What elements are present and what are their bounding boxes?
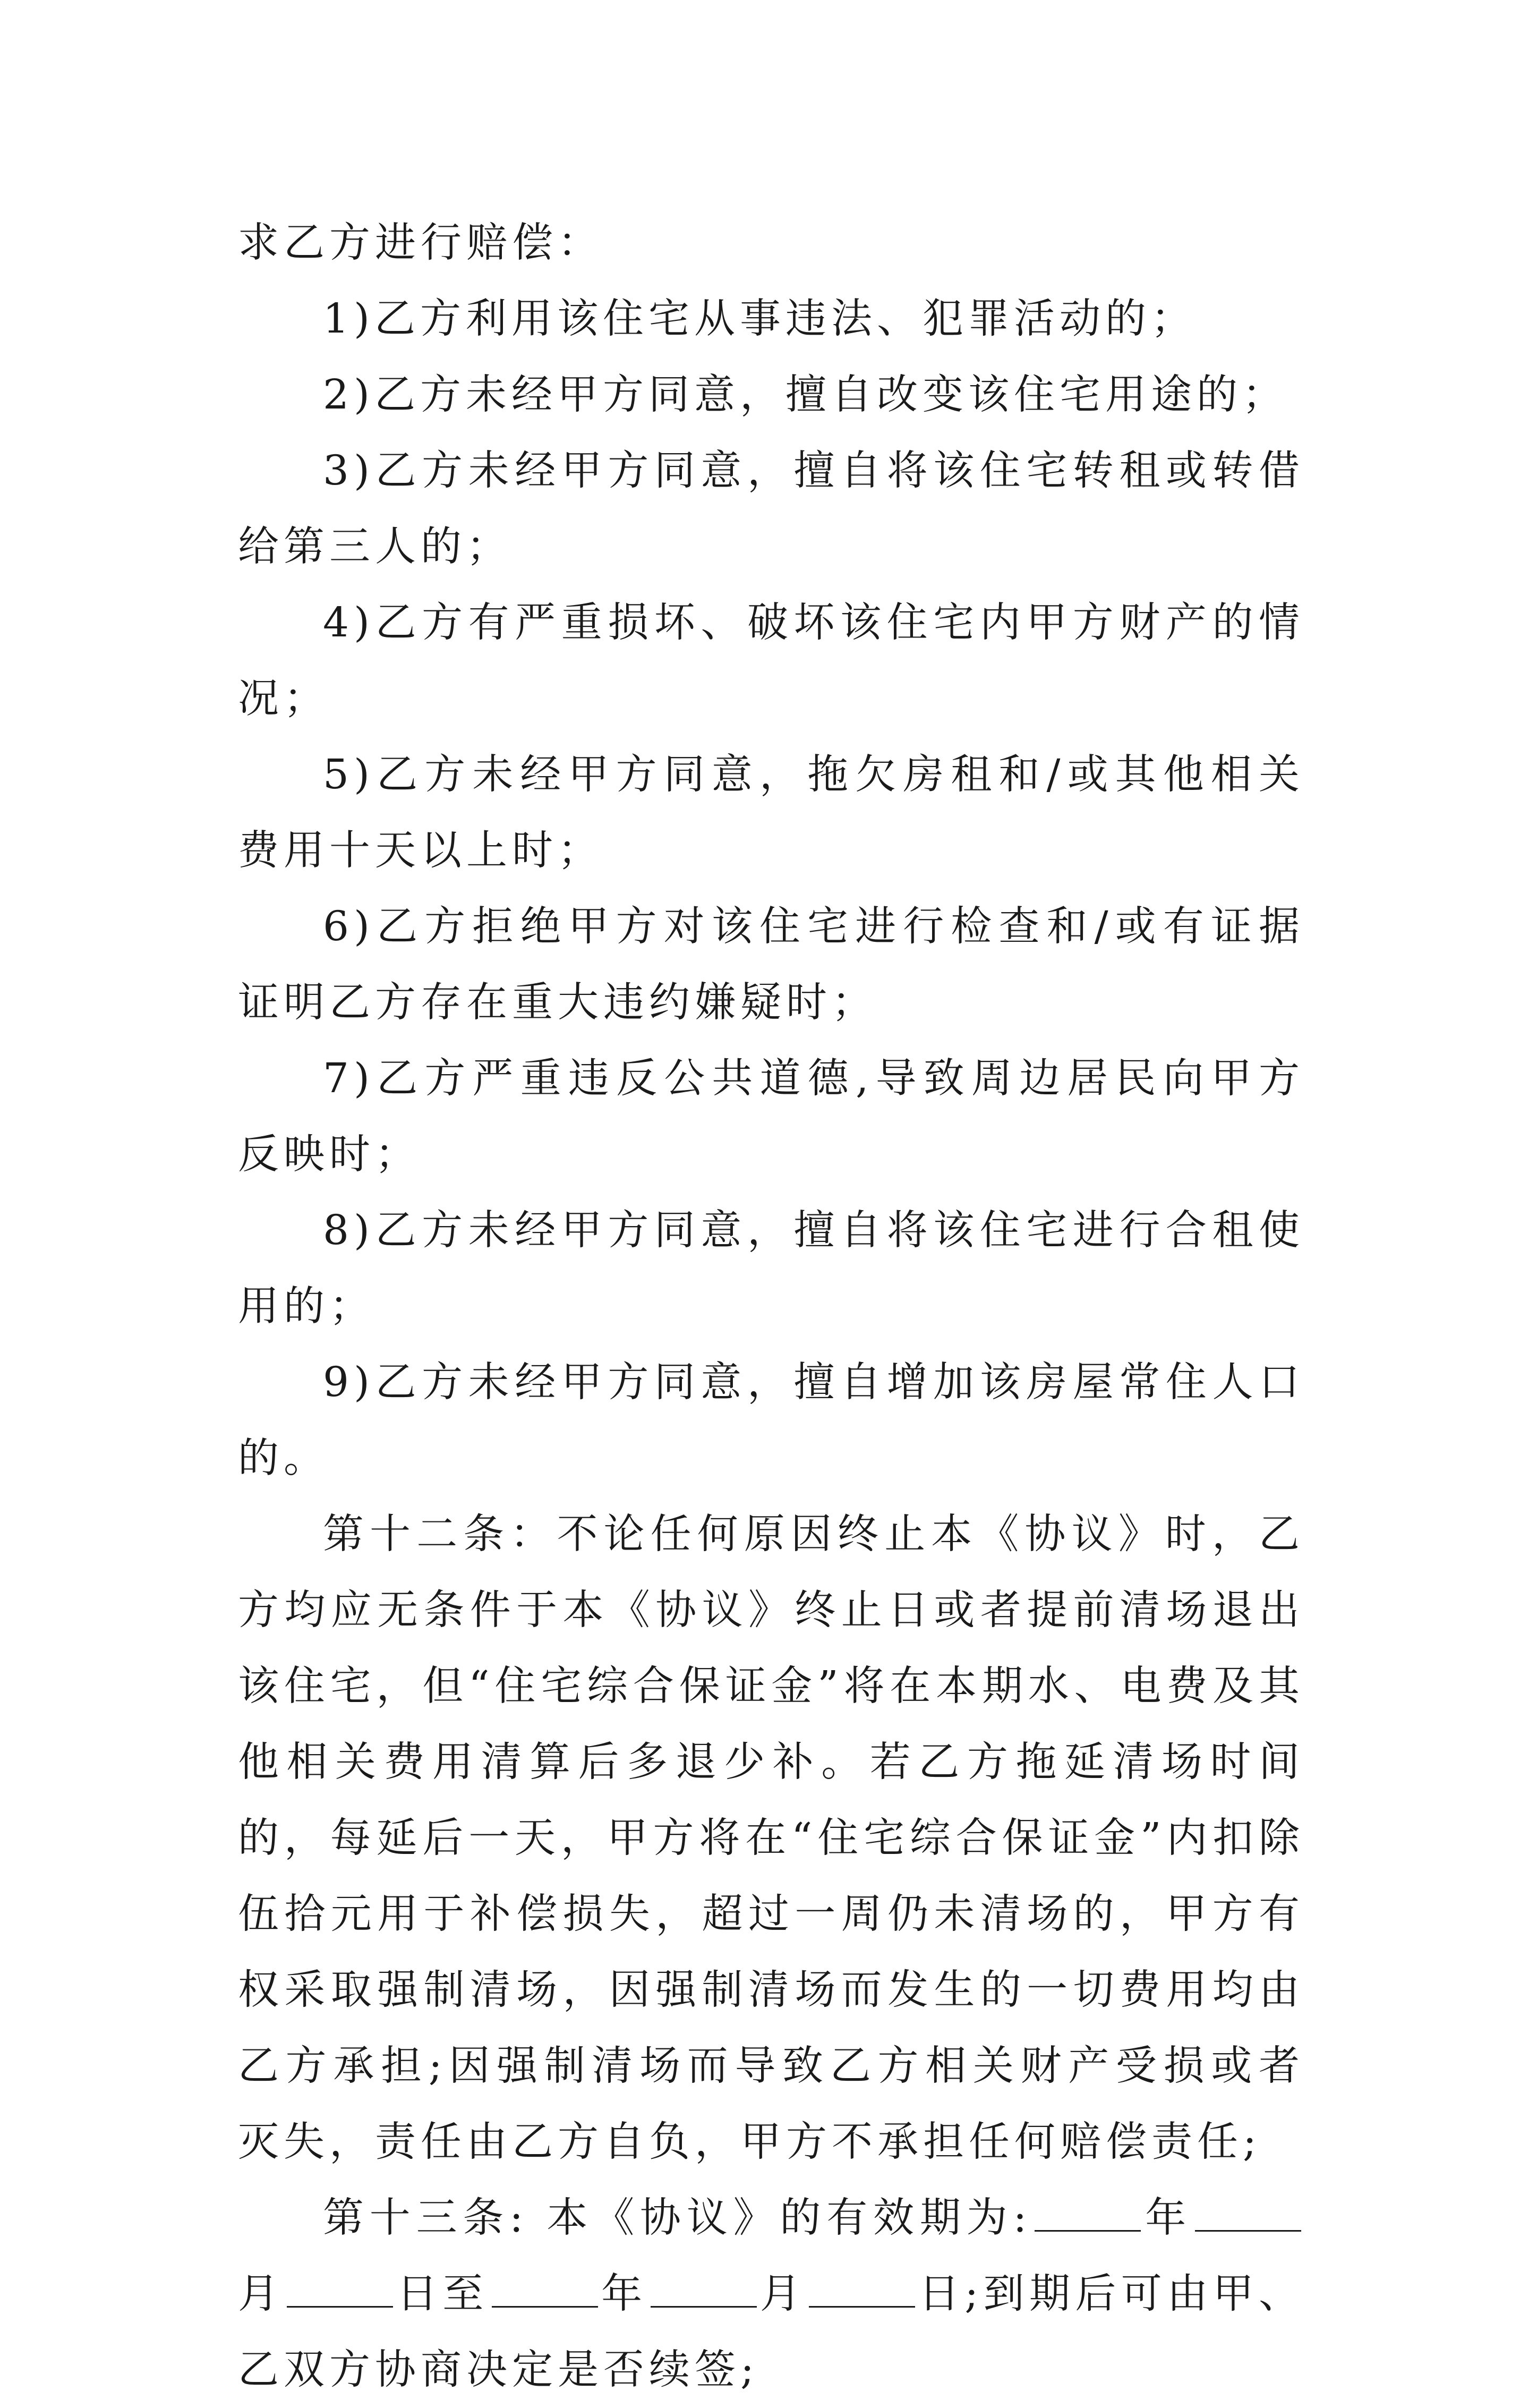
- month-label-start: 月: [238, 2270, 284, 2318]
- day-label-end: 日: [918, 2270, 965, 2318]
- list-item-9: 9)乙方未经甲方同意，擅自增加该房屋常住人口的。: [238, 1359, 1304, 1482]
- blank-start-month[interactable]: [1195, 2193, 1301, 2232]
- blank-start-day[interactable]: [287, 2269, 393, 2308]
- blank-end-day[interactable]: [809, 2269, 915, 2308]
- blank-start-year[interactable]: [1035, 2193, 1141, 2232]
- list-item-5: 5)乙方未经甲方同意，拖欠房租和/或其他相关费用十天以上时；: [238, 751, 1304, 874]
- list-item-4: 4)乙方有严重损坏、破坏该住宅内甲方财产的情况；: [238, 599, 1304, 722]
- document-body: [238, 205, 1304, 2408]
- list-item-6: 6)乙方拒绝甲方对该住宅进行检查和/或有证据证明乙方存在重大违约嫌疑时；: [238, 903, 1304, 1026]
- article-13-lead: 第十三条: 本《协议》的有效期为:: [323, 2194, 1032, 2242]
- article-12-paragraph: 第十二条：不论任何原因终止本《协议》时，乙方均应无条件于本《协议》终止日或者提前清场退出该住宅，但“住宅综合保证金”将在本期水、电费及其他相关费用清算后多退少补。若乙方拖延清场时间的，每延后一天，甲方将在“住宅综合保证金”内扣除伍拾元用于补偿损失，超过一周仍未清场的，甲方有权采取强制清场，因强制清场而发生的一切费用均由乙方承担;因强制清场而导致乙方相关财产受损或者灭失，责任由乙方自负，甲方不承担任何赔偿责任;: [238, 1511, 1304, 2166]
- list-item-2: 2)乙方未经甲方同意，擅自改变该住宅用途的；: [323, 371, 1288, 419]
- paragraph-continuation: 求乙方进行赔偿：: [238, 219, 603, 267]
- article-13-paragraph: [238, 2180, 1304, 2408]
- article-13-tail: ;到期后可由甲、乙双方协商决定是否续签;: [238, 2270, 1305, 2394]
- year-label-start: 年: [1144, 2194, 1192, 2242]
- list-item-1: 1)乙方利用该住宅从事违法、犯罪活动的；: [323, 295, 1197, 343]
- list-item-7: 7)乙方严重违反公共道德,导致周边居民向甲方反映时；: [238, 1055, 1304, 1178]
- blank-end-year[interactable]: [492, 2269, 598, 2308]
- blank-end-month[interactable]: [651, 2269, 757, 2308]
- month-label-end: 月: [759, 2270, 806, 2318]
- year-label-end: 年: [601, 2270, 647, 2318]
- list-item-8: 8)乙方未经甲方同意，擅自将该住宅进行合租使用的；: [238, 1207, 1304, 1330]
- list-item-3: 3)乙方未经甲方同意，擅自将该住宅转租或转借给第三人的；: [238, 447, 1304, 571]
- day-to-label: 日至: [396, 2270, 489, 2318]
